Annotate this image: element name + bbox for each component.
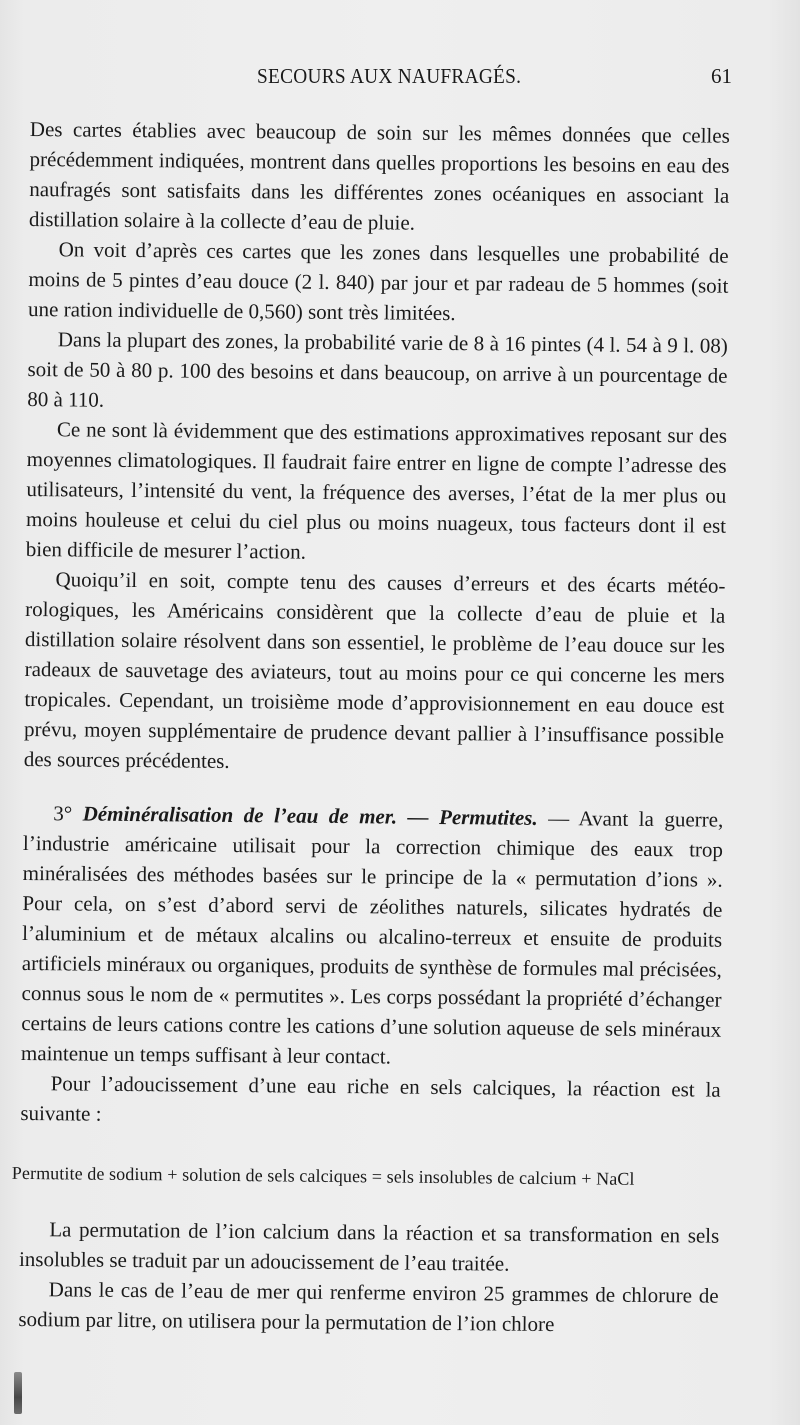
section-paragraph — [21, 798, 724, 1075]
page-header — [62, 64, 732, 94]
paragraph-reaction-intro: Pour l’adoucissement d’une eau riche en sels calciques, la réaction est la suivante : — [20, 1071, 721, 1126]
chemical-formula: Permutite de sodium + solution de sels calciques = sels insolubles de calcium + NaCl — [11, 1162, 635, 1189]
paragraph-3: Dans la plupart des zones, la probabilité varie de 8 à 16 pintes (4 l. 54 à 9 l. 08) soit de 50 à 80 p. 100 des besoins et dans beaucoup, on arrive à un pourcentage de 80 à 110. — [27, 327, 728, 412]
section-number: 3° — [53, 801, 73, 826]
page-number: 61 — [711, 64, 732, 88]
ink-blot-mark — [14, 1372, 22, 1414]
paragraph-1: Des cartes établies avec beaucoup de soin sur les mêmes données que celles précédemment indiquées, montrent dans quelles proportions les besoins en eau des naufragés sont satisfaits dans les différentes zones océaniques en associant la distillation solaire à la collecte d’eau de pluie. — [28, 116, 730, 235]
section-text: — Avant la guerre, l’industrie américaine utilisait pour la correction chimique des eaux trop minéralisées des méthodes basées sur le principe de la « permutation d’ions ». Pour cela, on s’est d’abord servi de zéolithes naturels, silicates hydratés de l’aluminium et de métaux alcalins ou alcalino-terreux et ensuite de produits artificiels minéraux ou organiques, produits de synthèse de formules mal précisées, connus sous le nom de « permutites ». Les corps possédant la propriété d’échanger certains de leurs cations contre les cations d’une solution aqueuse de sels minéraux maintenue un temps suffisant à leur contact. — [20, 806, 724, 1069]
paragraph-closing-2: Dans le cas de l’eau de mer qui renferme environ 25 grammes de chlorure de sodium par litre, on utilisera pour la permutation de l’ion chlore — [18, 1277, 719, 1337]
paragraph-2: On voit d’après ces cartes que les zones dans lesquelles une probabilité de moins de 5 pintes d’eau douce (2 l. 840) par jour et par radeau de 5 hommes (soit une ration individuelle de 0,560) sont très limitées. — [28, 237, 729, 326]
page-body — [11, 114, 730, 1341]
paragraph-5: Quoiqu’il en soit, compte tenu des causes d’erreurs et des écarts météorologiques, les Américains considèrent que la collecte d’eau de pluie et la distillation solaire résolvent dans son essentiel, le problème de l’eau douce sur les radeaux de sauvetage des aviateurs, tout au moins pour ce qui concerne les mers tropicales. Cependant, un troisième mode d’approvisionnement en eau douce est prévu, moyen supplémentaire de prudence devant pallier à l’insuffisance possible des sources précédentes. — [23, 567, 726, 773]
paragraph-4: Ce ne sont là évidemment que des estimations approximatives reposant sur des moyennes climatologiques. Il faudrait faire entrer en ligne de compte l’adresse des utilisateurs, l’intensité du vent, la fréquence des averses, l’état de la mer plus ou moins houleuse et celui du ciel plus ou moins nuageux, tous facteurs dont il est bien difficile de mesurer l’action. — [25, 417, 728, 564]
running-title: SECOURS AUX NAUFRAGÉS. — [257, 64, 522, 88]
paragraph-closing-1: La permutation de l’ion calcium dans la réaction et sa transformation en sels insolubles se traduit par un adoucissement de l’eau traitée. — [18, 1217, 720, 1276]
section-title: Déminéralisation de l’eau de mer. — Permutites. — [82, 801, 538, 830]
